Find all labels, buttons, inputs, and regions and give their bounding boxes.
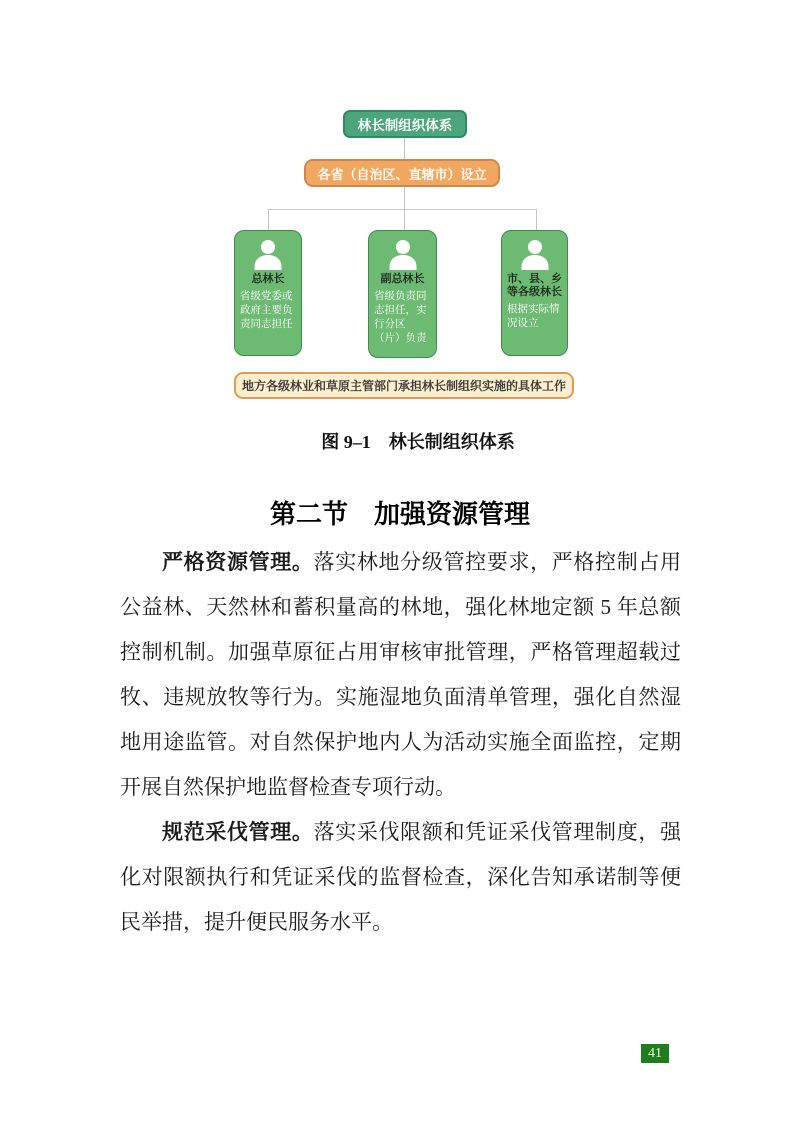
org-root-node	[343, 110, 467, 138]
org-card-desc: 省级负责同志担任，实行分区（片）负责	[374, 290, 427, 344]
org-level2-label: 各省（自治区、直辖市）设立	[317, 166, 487, 182]
person-icon	[250, 238, 286, 270]
section-heading: 第二节 加强资源管理	[269, 499, 530, 529]
paragraph	[120, 540, 681, 810]
paragraph-text: 落实林地分级管控要求，严格控制占用公益林、天然林和蓄积量高的林地，强化林地定额 5 年总额控制机制。加强草原征占用审核审批管理，严格管理超载过牧、违规放牧等行为。实施湿地负面清单管理，强化自然湿地用途监管。对自然保护地内人为活动实施全面监控，定期开展自然保护地监督检查专项行动。	[120, 550, 682, 799]
paragraph-lead: 规范采伐管理。	[162, 820, 314, 844]
org-card-chief-forest-chief	[234, 230, 302, 356]
person-icon	[517, 238, 553, 270]
connector-line	[404, 209, 405, 230]
connector-line	[536, 209, 537, 230]
figure-org-chart	[0, 0, 800, 420]
connector-line	[268, 209, 537, 210]
connector-line	[404, 138, 405, 159]
org-level2-node	[304, 159, 500, 187]
body-text	[120, 540, 681, 945]
person-icon	[385, 238, 421, 270]
org-footer-label: 地方各级林业和草原主管部门承担林长制组织实施的具体工作	[241, 379, 566, 393]
paragraph	[120, 810, 681, 945]
org-card-title: 副总林长	[380, 273, 425, 285]
org-card-title: 总林长	[251, 273, 285, 285]
page-number-badge: 41	[641, 1044, 669, 1063]
org-card-title: 市、县、乡等各级林长	[507, 273, 562, 298]
org-root-label: 林长制组织体系	[357, 118, 453, 133]
org-card-deputy-forest-chief	[368, 230, 437, 358]
org-card-desc: 省级党委或政府主要负责同志担任	[240, 290, 293, 330]
org-card-local-forest-chiefs	[501, 230, 568, 356]
paragraph-lead: 严格资源管理。	[162, 550, 314, 574]
connector-line	[268, 209, 269, 230]
paragraph-text: 落实采伐限额和凭证采伐管理制度，强化对限额执行和凭证采伐的监督检查，深化告知承诺制等便民举措，提升便民服务水平。	[120, 820, 682, 934]
figure-caption: 图 9–1 林长制组织体系	[321, 432, 515, 452]
org-card-desc: 根据实际情况设立	[507, 303, 560, 329]
org-footer-note	[234, 372, 574, 399]
connector-line	[404, 187, 405, 209]
